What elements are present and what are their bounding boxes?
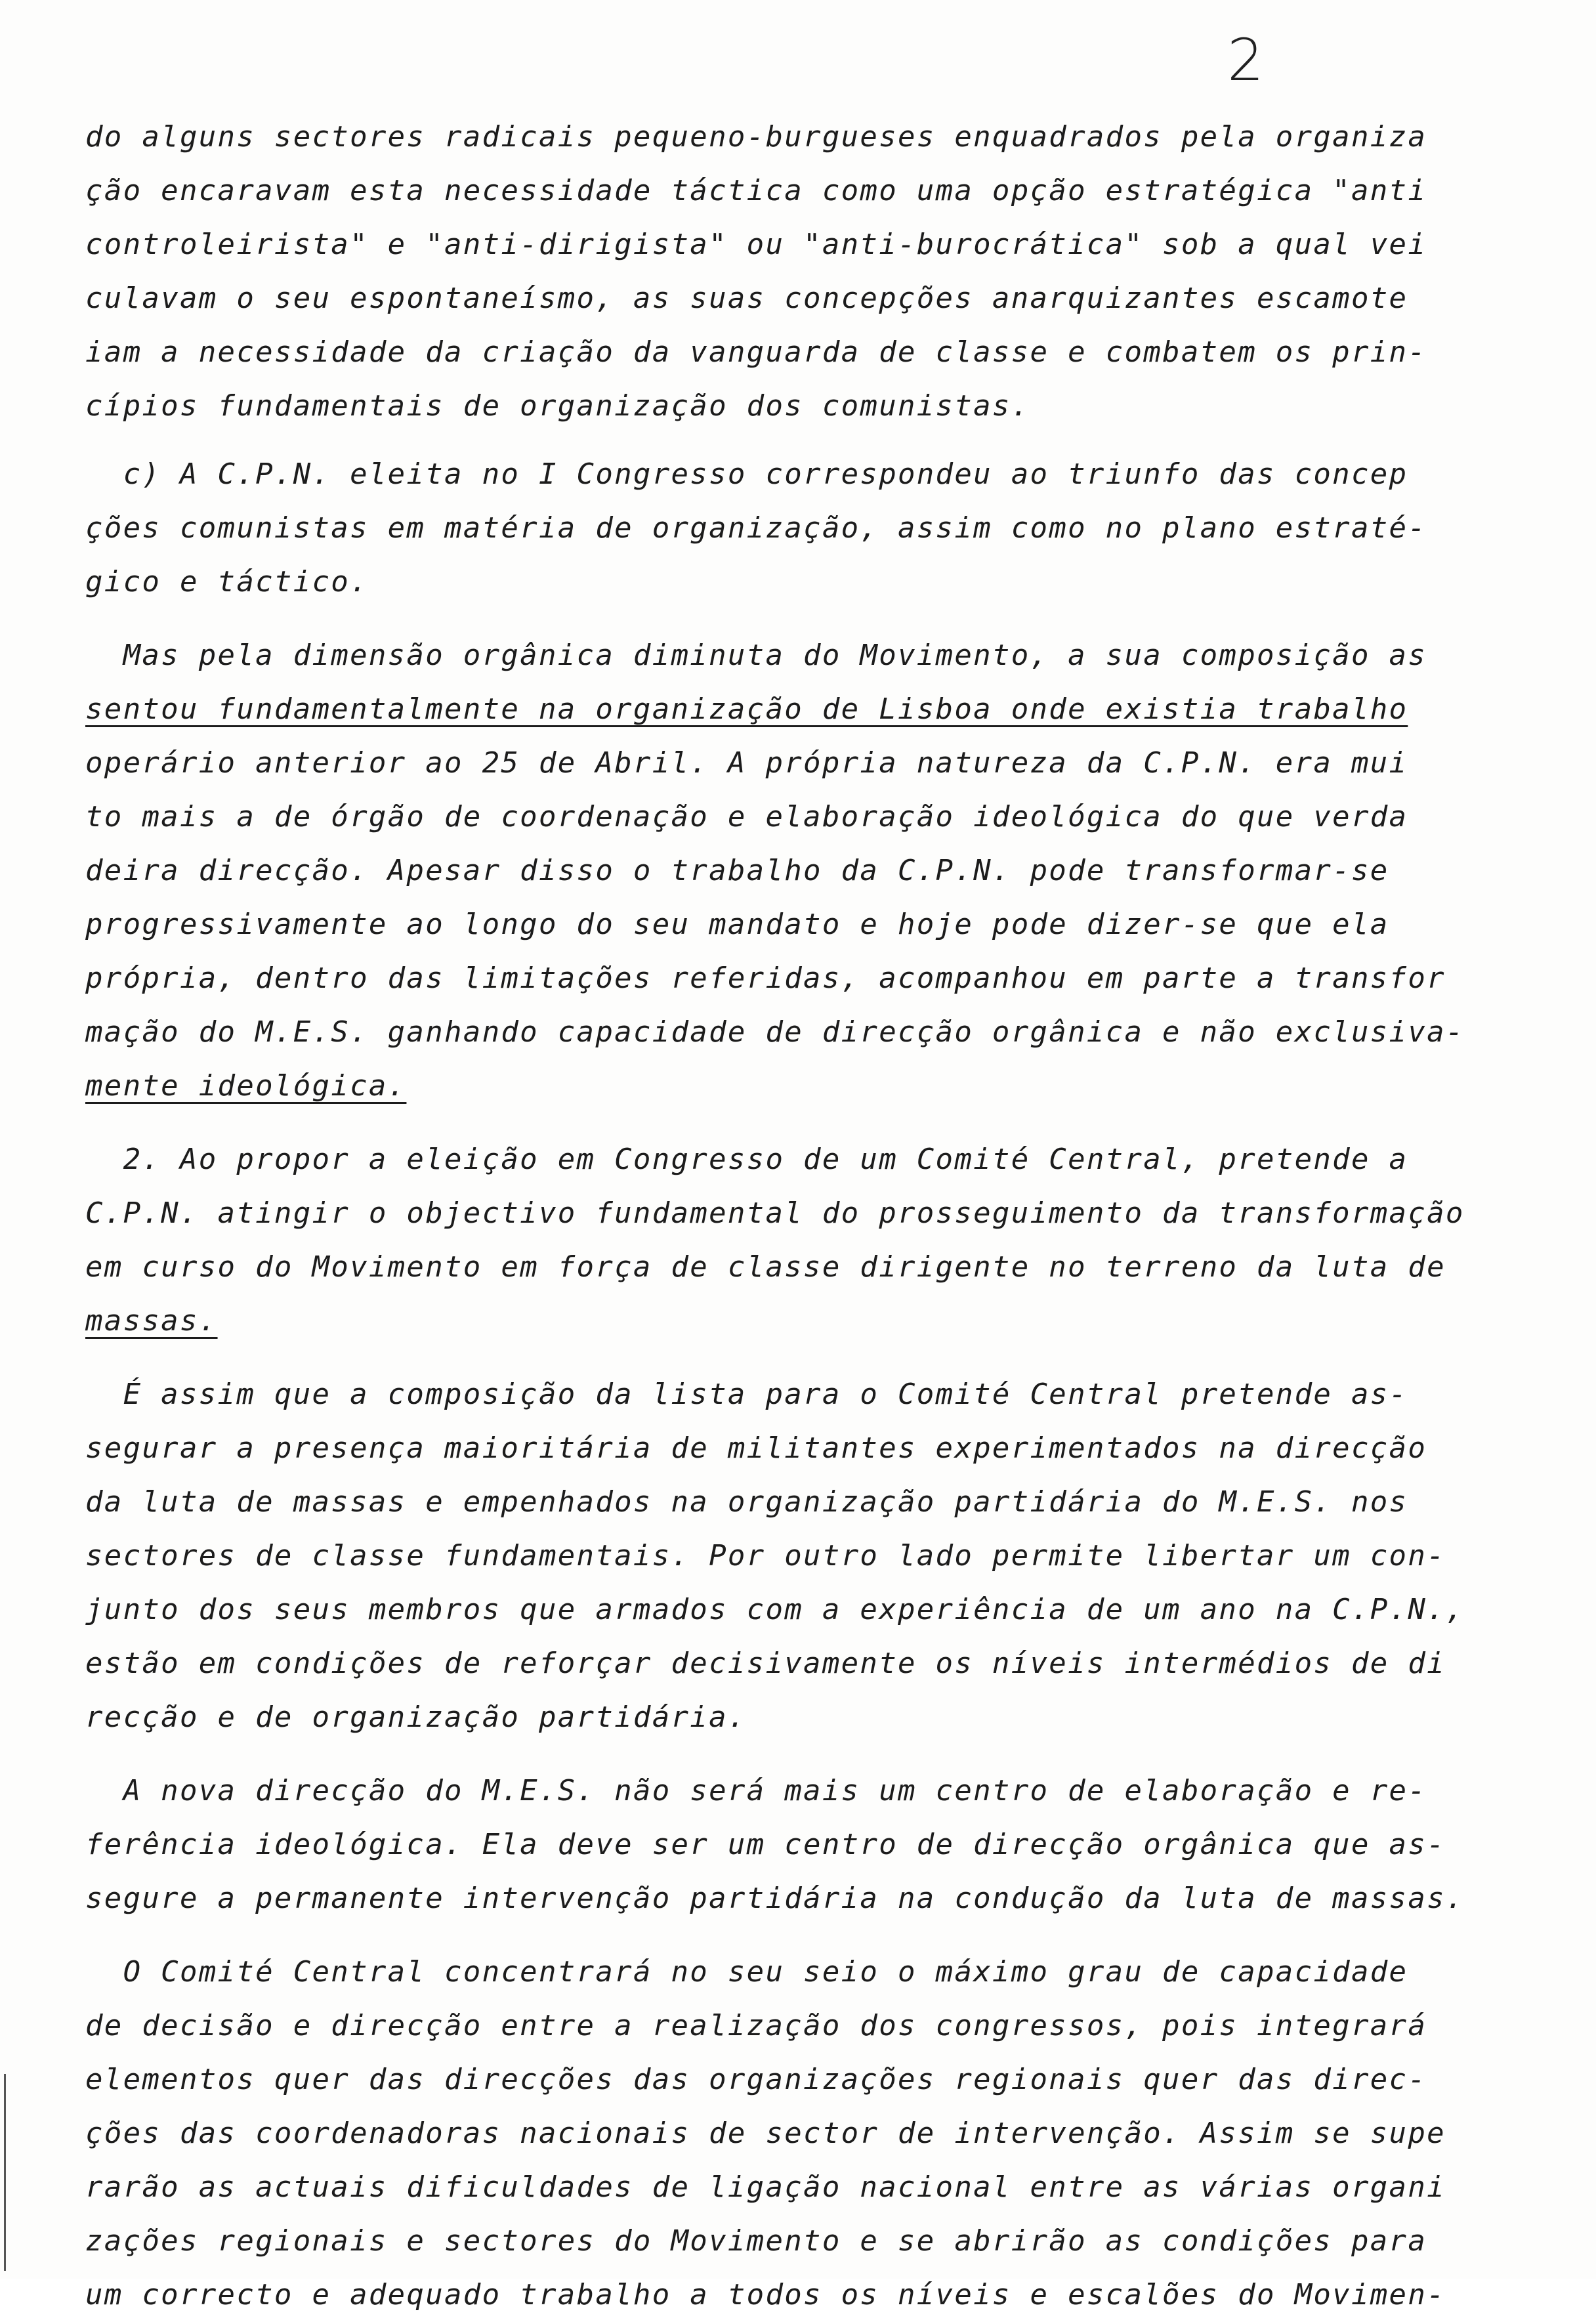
text-line: um correcto e adequado trabalho a todos os níveis e escalões do Movimen- [85, 2278, 1446, 2311]
text-line: O Comité Central concentrará no seu seio o máximo grau de capacidade [85, 1955, 1408, 1989]
text-line: zações regionais e sectores do Movimento e se abrirão as condições para [85, 2224, 1427, 2258]
text-line: sectores de classe fundamentais. Por outro lado permite libertar um con- [85, 1539, 1446, 1573]
text-line: recção e de organização partidária. [85, 1700, 747, 1734]
text-line: elementos quer das direcções das organizações regionais quer das direc- [85, 2063, 1427, 2096]
paragraph-2 [85, 448, 1529, 609]
document-body [85, 110, 1529, 2322]
text-line: iam a necessidade da criação da vanguarda de classe e combatem os prin- [85, 335, 1427, 369]
margin-rule [4, 2074, 6, 2271]
paragraph-5 [85, 1368, 1529, 1744]
text-line: A nova direcção do M.E.S. não será mais um centro de elaboração e re- [85, 1774, 1427, 1807]
text-line: c) A C.P.N. eleita no I Congresso correspondeu ao triunfo das concep [85, 457, 1408, 491]
text-line: Mas pela dimensão orgânica diminuta do Movimento, a sua composição as [85, 639, 1427, 672]
text-line: gico e táctico. [85, 565, 369, 599]
text-line: estão em condições de reforçar decisivamente os níveis intermédios de di [85, 1647, 1446, 1680]
text-line: to mais a de órgão de coordenação e elaboração ideológica do que verda [85, 800, 1408, 834]
text-line: cípios fundamentais de organização dos comunistas. [85, 389, 1030, 423]
text-line: segure a permanente intervenção partidária na condução da luta de massas. [85, 1882, 1465, 1915]
text-line: junto dos seus membros que armados com a experiência de um ano na C.P.N., [85, 1593, 1465, 1626]
text-line: 2. Ao propor a eleição em Congresso de um Comité Central, pretende a [85, 1143, 1408, 1176]
text-line: ferência ideológica. Ela deve ser um centro de direcção orgânica que as- [85, 1828, 1446, 1861]
page-number: 2 [1227, 26, 1264, 94]
text-line-underlined: sentou fundamentalmente na organização de Lisboa onde existia trabalho [85, 692, 1408, 726]
text-line: segurar a presença maioritária de militantes experimentados na direcção [85, 1431, 1427, 1465]
text-line: ções das coordenadoras nacionais de sector de intervenção. Assim se supe [85, 2117, 1446, 2150]
text-line: mação do M.E.S. ganhando capacidade de direcção orgânica e não exclusiva- [85, 1015, 1465, 1049]
text-line: da luta de massas e empenhados na organização partidária do M.E.S. nos [85, 1485, 1408, 1519]
text-line: operário anterior ao 25 de Abril. A própria natureza da C.P.N. era mui [85, 746, 1408, 780]
paragraph-3 [85, 629, 1529, 1113]
paragraph-1 [85, 110, 1529, 433]
paragraph-7 [85, 1945, 1529, 2322]
text-line: de decisão e direcção entre a realização dos congressos, pois integrará [85, 2009, 1427, 2042]
text-line: culavam o seu espontaneísmo, as suas concepções anarquizantes escamote [85, 282, 1408, 315]
text-line: É assim que a composição da lista para o Comité Central pretende as- [85, 1378, 1408, 1411]
paragraph-4 [85, 1133, 1529, 1348]
paragraph-6 [85, 1764, 1529, 1926]
text-line: própria, dentro das limitações referidas, acompanhou em parte a transfor [85, 961, 1446, 995]
text-line: ção encaravam esta necessidade táctica como uma opção estratégica "anti [85, 174, 1427, 207]
text-line: rarão as actuais dificuldades de ligação nacional entre as várias organi [85, 2170, 1446, 2204]
text-line: deira direcção. Apesar disso o trabalho da C.P.N. pode transformar-se [85, 854, 1389, 887]
text-line-underlined: massas. [85, 1304, 218, 1338]
text-line-underlined: mente ideológica. [85, 1069, 407, 1103]
text-line: do alguns sectores radicais pequeno-burgueses enquadrados pela organiza [85, 120, 1427, 154]
text-line: controleirista" e "anti-dirigista" ou "anti-burocrática" sob a qual vei [85, 228, 1427, 261]
text-line: ções comunistas em matéria de organização, assim como no plano estraté- [85, 511, 1427, 545]
text-line: C.P.N. atingir o objectivo fundamental do prosseguimento da transformação [85, 1196, 1465, 1230]
text-line: progressivamente ao longo do seu mandato e hoje pode dizer-se que ela [85, 908, 1389, 941]
text-line: em curso do Movimento em força de classe dirigente no terreno da luta de [85, 1250, 1446, 1284]
